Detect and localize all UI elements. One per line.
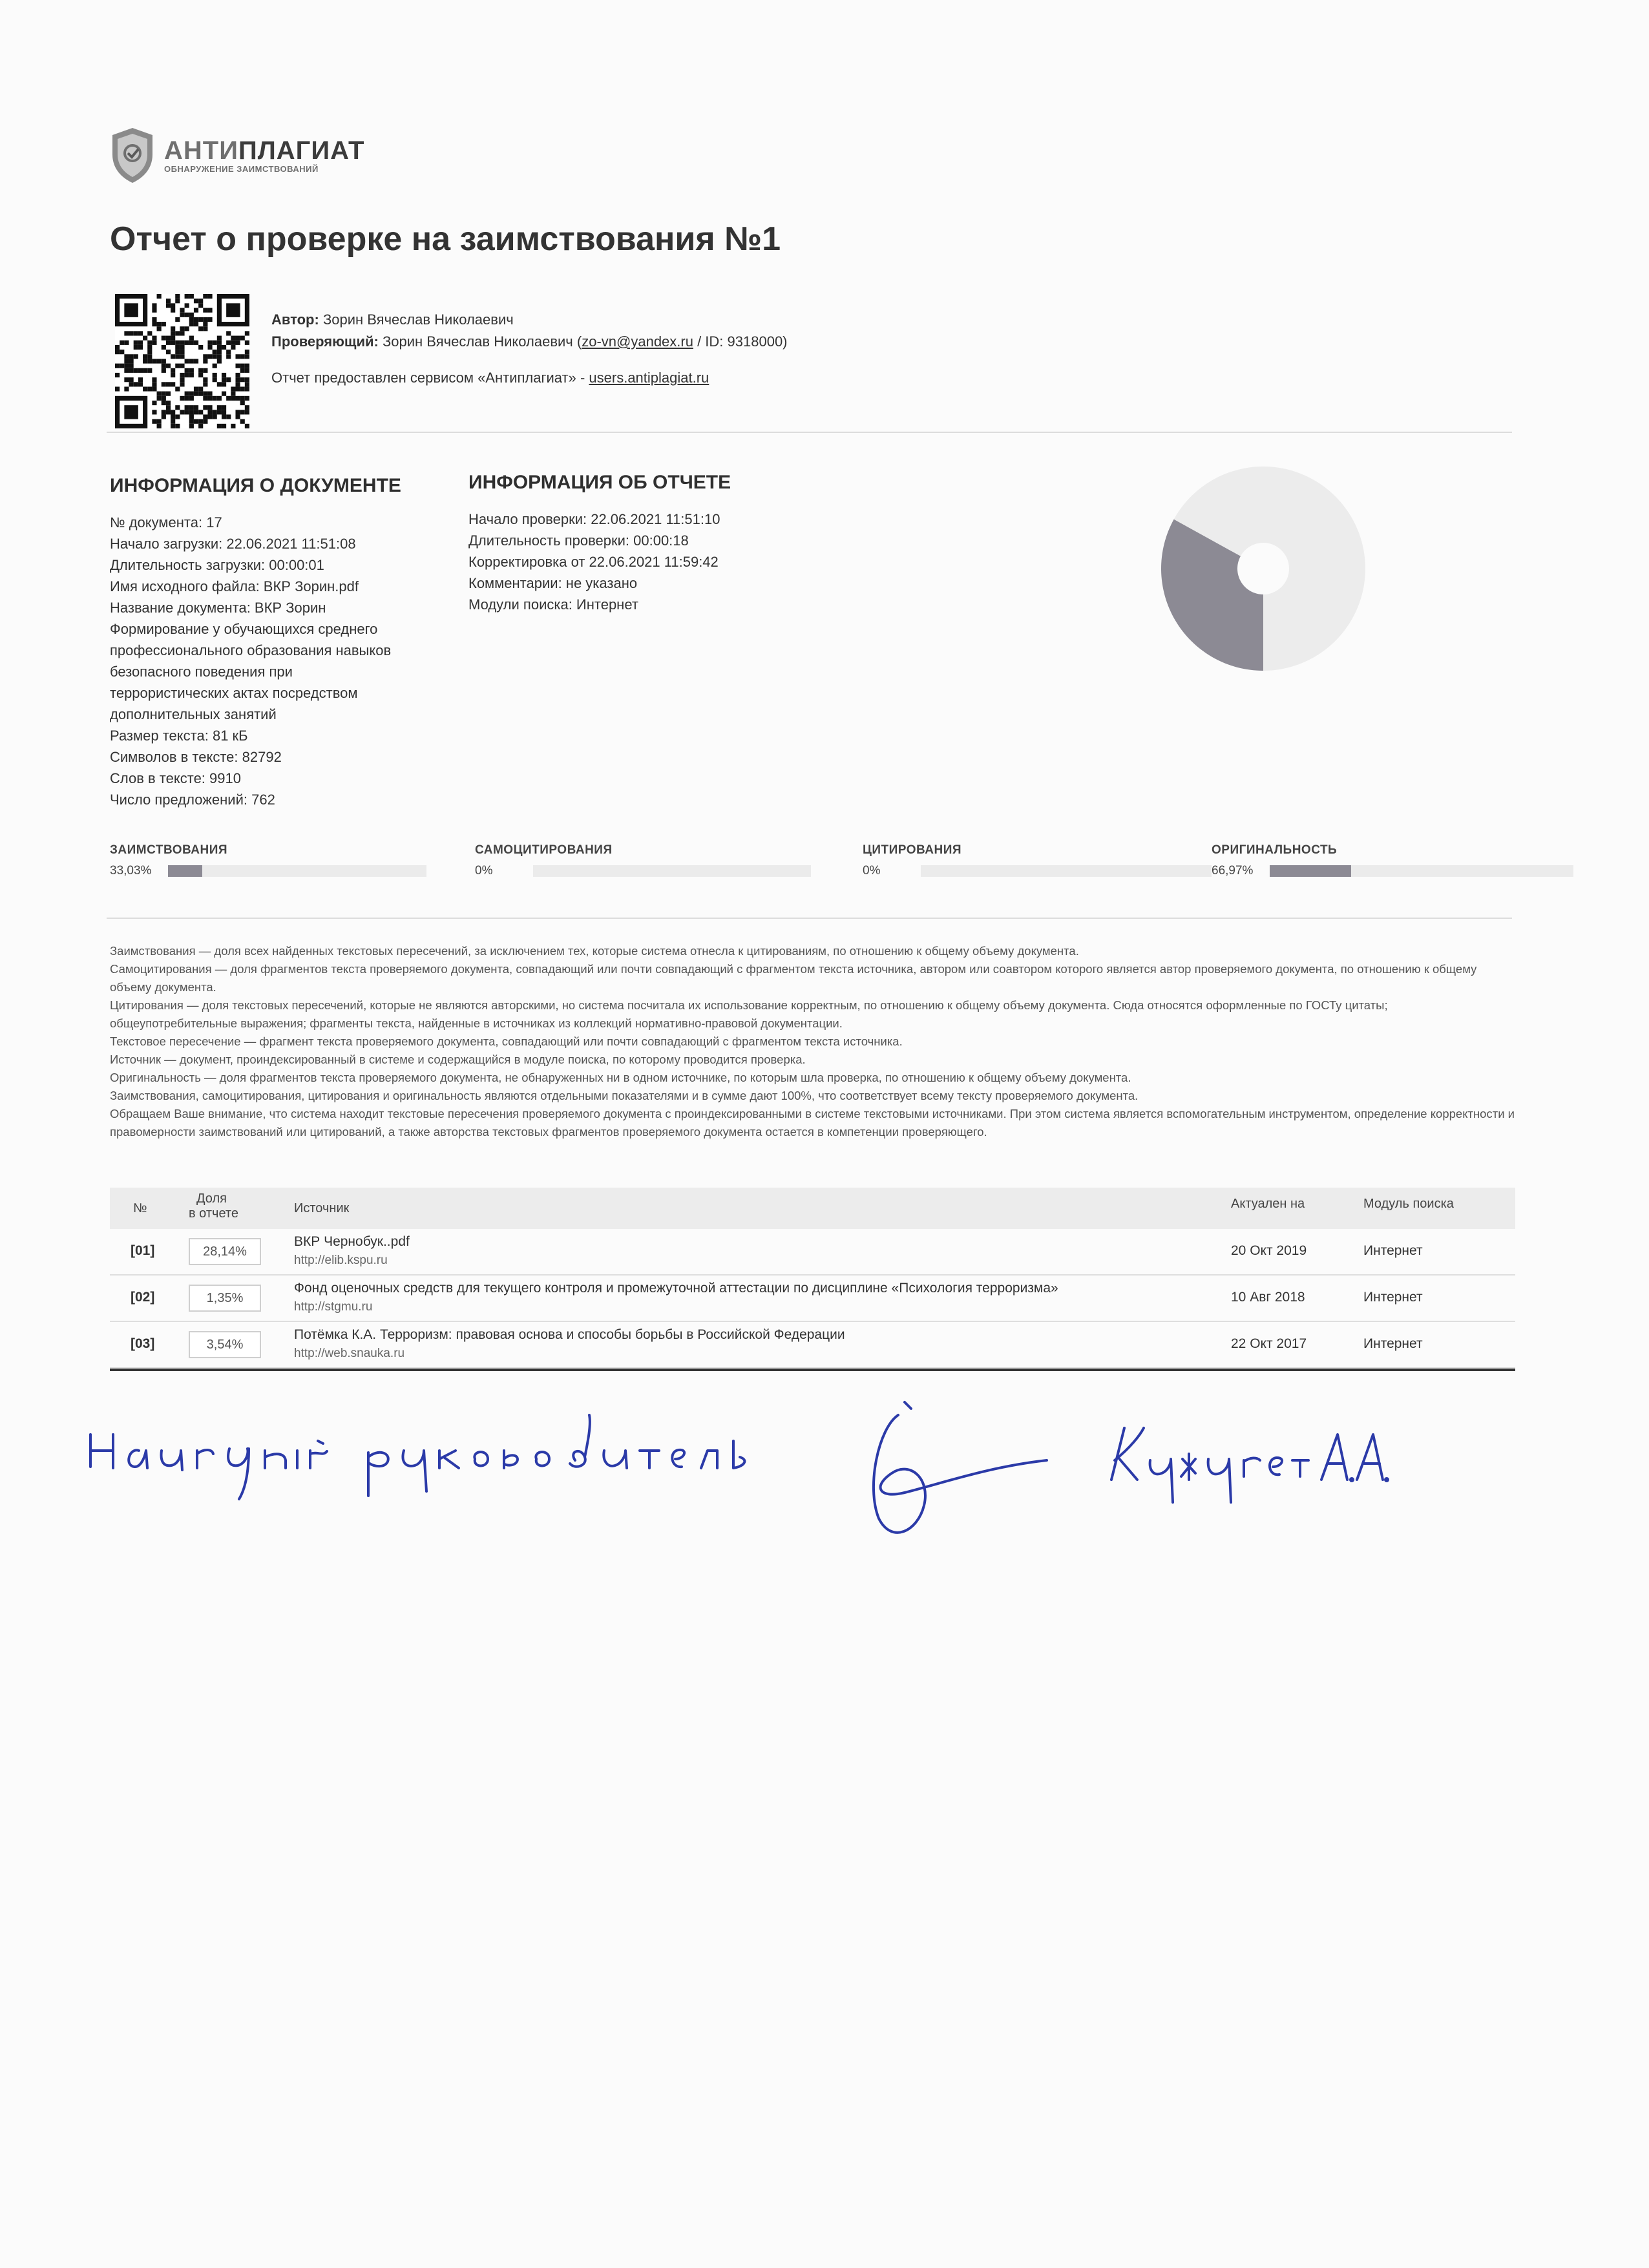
row-url[interactable]: http://web.snauka.ru: [294, 1347, 405, 1360]
doc-info-line: Число предложений: 762: [110, 792, 275, 808]
report-info-line: Начало проверки: 22.06.2021 11:51:10: [468, 511, 720, 527]
stat-value: 0%: [863, 864, 881, 877]
stat-label: ЗАИМСТВОВАНИЯ: [110, 843, 228, 857]
col-num: №: [133, 1201, 147, 1215]
doc-info-line: № документа: 17: [110, 514, 222, 530]
definition-paragraph: Самоцитирования — доля фрагментов текста проверяемого документа, совпадающий или почти совпадающий с фрагментом текста источника, автором или соавтором которого является автор проверяемого документа, по отношению к общему объему документа.: [110, 962, 1477, 994]
col-date: Актуален на: [1231, 1197, 1305, 1211]
row-source: ВКР Чернобук..pdf: [294, 1234, 410, 1249]
doc-info-heading: ИНФОРМАЦИЯ О ДОКУМЕНТЕ: [110, 475, 401, 496]
row-num: [02]: [131, 1290, 155, 1305]
handwritten-signature: [65, 1389, 1486, 1557]
stat-value: 33,03%: [110, 864, 152, 877]
report-info-line: Модули поиска: Интернет: [468, 596, 638, 613]
originality-donut-chart: [1160, 465, 1367, 672]
doc-info-line: Размер текста: 81 кБ: [110, 728, 248, 744]
row-num: [01]: [131, 1243, 155, 1258]
stat-label: САМОЦИТИРОВАНИЯ: [475, 843, 613, 857]
stat-bar-fill: [1270, 865, 1351, 877]
stat-bar: [921, 865, 1212, 877]
stat-3: [1212, 843, 1573, 878]
table-row[interactable]: [110, 1276, 1515, 1322]
col-module: Модуль поиска: [1363, 1197, 1454, 1211]
stat-0: [110, 843, 426, 878]
logo-name: АНТИПЛАГИАТ: [164, 136, 365, 165]
doc-info-list: [110, 512, 391, 810]
table-row[interactable]: [110, 1229, 1515, 1276]
col-share: Доля в отчете: [189, 1192, 238, 1221]
qr-code-icon: [115, 294, 249, 428]
col-source: Источник: [294, 1201, 350, 1215]
doc-info-line: профессионального образования навыков: [110, 642, 392, 658]
row-module: Интернет: [1363, 1336, 1423, 1351]
stat-bar: [533, 865, 811, 877]
stat-bar: [1270, 865, 1573, 877]
author-block: [271, 309, 788, 389]
stat-label: ОРИГИНАЛЬНОСТЬ: [1212, 843, 1338, 857]
row-share: 28,14%: [189, 1238, 261, 1265]
divider: [107, 918, 1512, 919]
logo-subtitle: ОБНАРУЖЕНИЕ ЗАИМСТВОВАНИЙ: [164, 163, 319, 174]
doc-info-line: Символов в тексте: 82792: [110, 749, 282, 765]
checker-line: Проверяющий: Зорин Вячеслав Николаевич (zo-vn@yandex.ru / ID: 9318000): [271, 333, 788, 350]
checker-email-link[interactable]: zo-vn@yandex.ru: [582, 333, 693, 350]
doc-info-line: террористических актах посредством: [110, 685, 358, 701]
report-info-line: Корректировка от 22.06.2021 11:59:42: [468, 554, 719, 570]
stat-bar: [168, 865, 426, 877]
divider: [107, 432, 1512, 433]
doc-info-line: Длительность загрузки: 00:00:01: [110, 557, 324, 573]
stat-value: 66,97%: [1212, 864, 1254, 877]
doc-info-line: безопасного поведения при: [110, 664, 293, 680]
definition-paragraph: Источник — документ, проиндексированный в системе и содержащийся в модуле поиска, по которому проводится проверка.: [110, 1053, 806, 1066]
definitions-text: [110, 942, 1515, 1141]
row-url[interactable]: http://stgmu.ru: [294, 1300, 373, 1314]
stat-value: 0%: [475, 864, 493, 877]
service-link[interactable]: users.antiplagiat.ru: [589, 370, 709, 386]
row-share: 1,35%: [189, 1285, 261, 1312]
table-header: [110, 1188, 1515, 1229]
table-bottom-rule: [110, 1369, 1515, 1371]
report-info-line: Комментарии: не указано: [468, 575, 638, 591]
row-url[interactable]: http://elib.kspu.ru: [294, 1254, 388, 1267]
definition-paragraph: Заимствования, самоцитирования, цитирования и оригинальность являются отдельными показателями и в сумме дают 100%, что соответствует всему тексту проверяемого документа.: [110, 1089, 1139, 1102]
row-module: Интернет: [1363, 1243, 1423, 1258]
report-info-list: [468, 509, 720, 615]
stat-bar-fill: [168, 865, 202, 877]
row-date: 20 Окт 2019: [1231, 1243, 1307, 1258]
report-info-heading: ИНФОРМАЦИЯ ОБ ОТЧЕТЕ: [468, 472, 731, 493]
row-share: 3,54%: [189, 1331, 261, 1358]
sources-table: [110, 1188, 1515, 1371]
definition-paragraph: Цитирования — доля текстовых пересечений, которые не являются авторскими, но система посчитала их использование корректным, по отношению к общему объему документа. Сюда относятся оформленные по ГОСТу цитаты; общеупотребительные выражения; фрагменты текста, найденные в источниках из коллекций нормативно-правовой документации.: [110, 998, 1388, 1030]
stat-2: [863, 843, 1212, 878]
row-num: [03]: [131, 1336, 155, 1351]
row-date: 10 Авг 2018: [1231, 1290, 1305, 1305]
provided-by-line: Отчет предоставлен сервисом «Антиплагиат» - users.antiplagiat.ru: [271, 370, 709, 386]
author-line: Автор: Зорин Вячеслав Николаевич: [271, 311, 514, 328]
definition-paragraph: Оригинальность — доля фрагментов текста проверяемого документа, не обнаруженных ни в одном источнике, по которым шла проверка, по отношению к общему объему документа.: [110, 1071, 1131, 1084]
page-title: Отчет о проверке на заимствования №1: [110, 220, 781, 258]
report-info-line: Длительность проверки: 00:00:18: [468, 532, 689, 549]
doc-info-line: Имя исходного файла: ВКР Зорин.pdf: [110, 578, 359, 594]
shield-logo-icon: [110, 126, 155, 184]
doc-info-line: Начало загрузки: 22.06.2021 11:51:08: [110, 536, 356, 552]
doc-info-line: Название документа: ВКР Зорин: [110, 600, 326, 616]
definition-paragraph: Текстовое пересечение — фрагмент текста проверяемого документа, совпадающий или почти совпадающий с фрагментом текста источника.: [110, 1034, 903, 1048]
row-module: Интернет: [1363, 1290, 1423, 1305]
stat-1: [475, 843, 811, 878]
row-source: Потёмка К.А. Терроризм: правовая основа и способы борьбы в Российской Федерации: [294, 1327, 845, 1342]
doc-info-line: Слов в тексте: 9910: [110, 770, 241, 786]
table-row[interactable]: [110, 1322, 1515, 1369]
row-date: 22 Окт 2017: [1231, 1336, 1307, 1351]
antiplagiat-logo: [110, 126, 364, 184]
row-source: Фонд оценочных средств для текущего контроля и промежуточной аттестации по дисциплине «Психология терроризма»: [294, 1281, 1058, 1296]
doc-info-line: Формирование у обучающихся среднего: [110, 621, 378, 637]
definition-paragraph: Заимствования — доля всех найденных текстовых пересечений, за исключением тех, которые система отнесла к цитированиям, по отношению к общему объему документа.: [110, 944, 1079, 958]
doc-info-line: дополнительных занятий: [110, 706, 277, 722]
stat-label: ЦИТИРОВАНИЯ: [863, 843, 962, 857]
definition-paragraph: Обращаем Ваше внимание, что система находит текстовые пересечения проверяемого документа с проиндексированными в системе текстовыми источниками. При этом система является вспомогательным инструментом, определение корректности и правомерности заимствований или цитирований, а также авторства текстовых фрагментов проверяемого документа остается в компетенции проверяющего.: [110, 1107, 1515, 1139]
